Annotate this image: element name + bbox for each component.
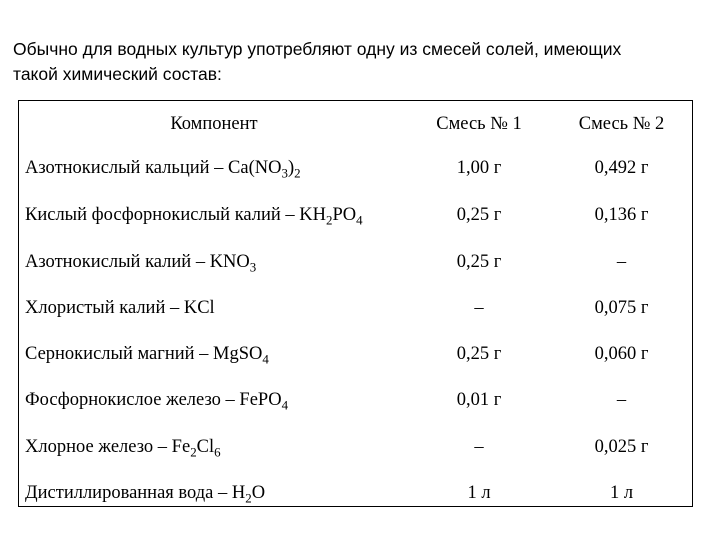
component-name: [25, 239, 256, 286]
component-text: ): [287, 158, 295, 178]
header-mix-2: Смесь № 2: [578, 114, 665, 134]
table-row: [19, 239, 692, 286]
mix-1-amount: 0,25 г: [456, 344, 502, 364]
component-name: [25, 377, 288, 424]
formula-subscript: 4: [281, 397, 289, 413]
mix-1-amount: 0,01 г: [456, 390, 502, 410]
formula-subscript: 3: [281, 165, 288, 181]
intro-line-1: Обычно для водных культур употребляют одну из смесей солей, имеющих: [13, 39, 622, 59]
formula-subscript: 2: [190, 444, 197, 460]
component-text: Азотнокислый калий – KNO: [25, 252, 250, 272]
mix-1-amount: 0,25 г: [456, 252, 502, 272]
intro-text: [13, 37, 718, 87]
formula-subscript: 2: [326, 212, 333, 228]
mix-2-amount: 0,136 г: [594, 205, 649, 225]
component-text: Азотнокислый кальций – Ca(NO: [25, 158, 282, 178]
table-row: [19, 470, 692, 517]
mix-2-amount: 0,075 г: [594, 298, 649, 318]
component-text: Хлористый калий – KCl: [25, 298, 215, 318]
mix-1-amount: 1 л: [467, 483, 491, 503]
mix-1-amount: –: [474, 437, 484, 457]
table-row: [19, 285, 692, 332]
formula-subscript: 4: [262, 351, 269, 367]
table-row: [19, 331, 692, 378]
formula-subscript: 4: [356, 212, 363, 228]
mix-2-amount: –: [616, 390, 627, 410]
header-component: Компонент: [170, 114, 258, 134]
intro-line-2: такой химический состав:: [13, 64, 222, 84]
formula-subscript: 3: [249, 259, 257, 275]
table-row: [19, 424, 692, 471]
component-name: [25, 424, 221, 471]
mix-2-amount: –: [616, 252, 627, 272]
component-text: Сернокислый магний – MgSO: [25, 344, 263, 364]
mix-2-amount: 0,492 г: [594, 158, 649, 178]
formula-subscript: 2: [245, 490, 252, 506]
component-name: [25, 331, 269, 378]
component-name: [25, 470, 265, 517]
component-text: O: [251, 483, 266, 503]
mix-1-amount: 1,00 г: [456, 158, 502, 178]
header-mix-1: Смесь № 1: [436, 114, 522, 134]
component-name: [25, 285, 215, 332]
component-text: Дистиллированная вода – H: [25, 483, 246, 503]
component-name: [25, 145, 301, 192]
component-text: PO: [332, 205, 357, 225]
mix-1-amount: 0,25 г: [456, 205, 502, 225]
formula-subscript: 2: [294, 165, 301, 181]
mix-2-amount: 0,060 г: [594, 344, 649, 364]
table-header-row: [19, 101, 692, 148]
composition-table: [18, 100, 693, 507]
mix-2-amount: 1 л: [609, 483, 634, 503]
component-text: Фосфорнокислое железо – FePO: [25, 390, 282, 410]
component-text: Cl: [196, 437, 215, 457]
table-row: [19, 192, 692, 239]
mix-2-amount: 0,025 г: [594, 437, 649, 457]
formula-subscript: 6: [214, 444, 221, 460]
component-name: [25, 192, 363, 239]
component-text: Хлорное железо – Fe: [25, 437, 191, 457]
table-row: [19, 145, 692, 192]
table-row: [19, 377, 692, 424]
mix-1-amount: –: [474, 298, 484, 318]
component-text: Кислый фосфорнокислый калий – KH: [25, 205, 327, 225]
